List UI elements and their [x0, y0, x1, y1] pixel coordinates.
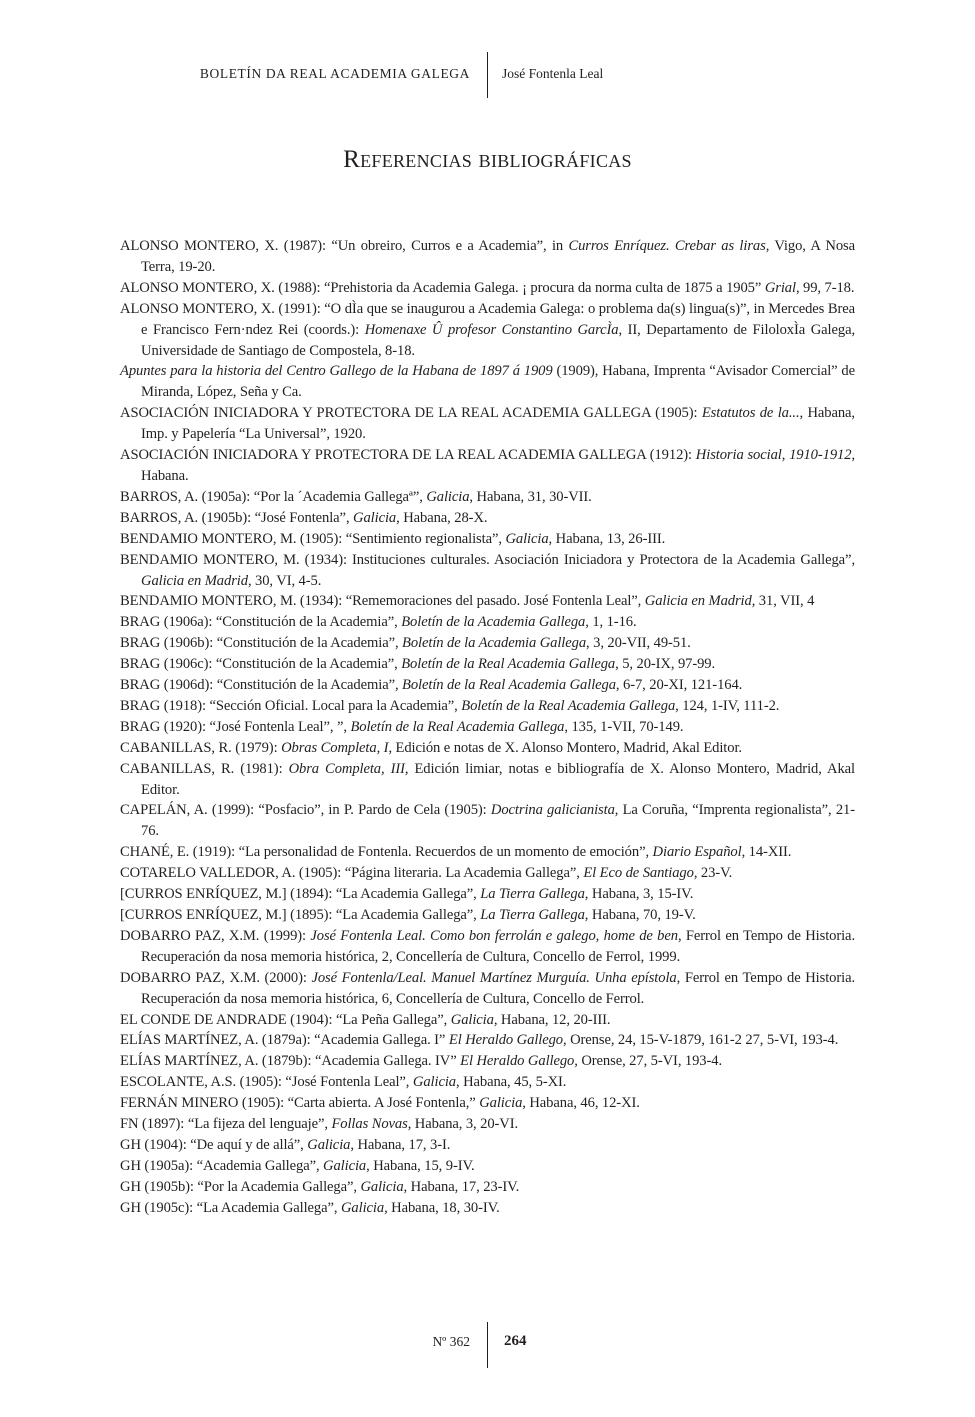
reference-text-segment: ALONSO MONTERO, X. (1991): “O dÌa que se inaugurou a Academia Galega: o problema da(s) lingua(s)”, in Mercedes Brea e Francisco Fern·ndez Rei (coords.): — [120, 300, 855, 338]
reference-text-segment: GH (1904): “De aquí y de allá”, — [120, 1136, 308, 1153]
reference-text-segment: BRAG (1906a): “Constitución de la Academia”, — [120, 614, 402, 631]
reference-text-segment: , II, Departamento de FiloloxÌa Galega, Universidade de Santiago de Compostela, 8-18. — [141, 321, 855, 359]
reference-text-segment: , 3, 20-VII, 49-51. — [586, 635, 691, 652]
reference-entry — [120, 1093, 855, 1114]
reference-text-segment: ESCOLANTE, A.S. (1905): “José Fontenla Leal”, — [120, 1074, 413, 1091]
reference-text-segment: BRAG (1906c): “Constitución de la Academia”, — [120, 656, 402, 673]
page-number: 264 — [504, 1333, 527, 1349]
header-divider — [487, 52, 488, 98]
reference-italic-segment: Doctrina galicianista — [490, 802, 615, 819]
reference-italic-segment: Galicia — [360, 1178, 404, 1195]
reference-entry — [120, 612, 855, 633]
reference-text-segment: BARROS, A. (1905a): “Por la ´Academia Gallegaª”, — [120, 488, 427, 505]
reference-italic-segment: Boletín de la Real Academia Gallega — [401, 656, 616, 673]
reference-text-segment: , Habana, Imp. y Papelería “La Universal”, 1920. — [141, 405, 855, 443]
reference-italic-segment: La Tierra Gallega — [480, 907, 585, 923]
reference-entry — [120, 278, 855, 299]
reference-text-segment: , Habana, 46, 12-XI. — [522, 1095, 640, 1112]
reference-text-segment: BENDAMIO MONTERO, M. (1905): “Sentimiento regionalista”, — [120, 530, 506, 547]
reference-text-segment: , Habana, 45, 5-XI. — [455, 1074, 567, 1091]
reference-italic-segment: El Eco de Santiago — [583, 865, 694, 882]
reference-text-segment: BRAG (1906d): “Constitución de la Academia”, — [120, 677, 403, 694]
reference-text-segment: CHANÉ, E. (1919): “La personalidad de Fontenla. Recuerdos de un momento de emoción”, — [120, 844, 653, 861]
reference-entry — [120, 884, 855, 905]
reference-italic-segment: Boletín de la Real Academia Gallega — [350, 718, 565, 735]
reference-text-segment: GH (1905c): “La Academia Gallega”, — [120, 1199, 341, 1216]
reference-italic-segment: Apuntes para la historia del Centro Gallego de la Habana de 1897 á 1909 — [120, 363, 553, 380]
reference-entry — [120, 654, 855, 675]
reference-text-segment: , 6-7, 20-XI, 121-164. — [615, 677, 743, 694]
reference-entry — [120, 1114, 855, 1135]
reference-text-segment: , Habana, 28-X. — [396, 509, 488, 526]
reference-text-segment: , Habana, 3, 20-VI. — [407, 1116, 519, 1133]
reference-italic-segment: Grial — [764, 279, 796, 296]
reference-text-segment: ASOCIACIÓN INICIADORA Y PROTECTORA DE LA REAL ACADEMIA GALLEGA (1905): — [120, 405, 702, 422]
reference-text-segment: , 99, 7-18. — [795, 279, 855, 296]
reference-italic-segment: Galicia — [412, 1074, 456, 1091]
reference-text-segment: CAPELÁN, A. (1999): “Posfacio”, in P. Pardo de Cela (1905): — [120, 802, 491, 819]
reference-text-segment: , 1, 1-16. — [585, 614, 637, 631]
reference-entry — [120, 487, 855, 508]
reference-text-segment: BENDAMIO MONTERO, M. (1934): “Rememoraciones del pasado. José Fontenla Leal”, — [120, 593, 645, 610]
reference-entry — [120, 800, 855, 842]
reference-entry — [120, 550, 855, 592]
reference-text-segment: (1909), Habana, Imprenta “Avisador Comercial” de Miranda, López, Seña y Ca. — [141, 363, 855, 401]
reference-italic-segment: Homenaxe Û profesor Constantino GarcÌa — [364, 321, 619, 338]
reference-italic-segment: La Tierra Gallega — [480, 886, 585, 903]
reference-italic-segment: Galicia — [479, 1095, 523, 1112]
reference-italic-segment: José Fontenla/Leal. Manuel Martínez Murguía. Unha epístola — [311, 969, 677, 986]
reference-entry — [120, 1051, 855, 1072]
reference-text-segment: , Habana. — [141, 447, 855, 484]
reference-italic-segment: Estatutos de la... — [701, 405, 800, 422]
reference-entry — [120, 299, 855, 362]
reference-entry — [120, 236, 855, 278]
reference-italic-segment: Galicia — [353, 509, 397, 526]
reference-italic-segment: Galicia — [307, 1136, 351, 1153]
reference-italic-segment: Boletín de la Real Academia Gallega — [461, 697, 676, 714]
reference-entry — [120, 1030, 855, 1051]
reference-text-segment: DOBARRO PAZ, X.M. (2000): — [120, 969, 312, 986]
reference-text-segment: , Vigo, A Nosa Terra, 19-20. — [141, 238, 855, 275]
reference-entry — [120, 445, 855, 487]
reference-italic-segment: Diario Español — [652, 844, 742, 861]
reference-text-segment: ELÍAS MARTÍNEZ, A. (1879a): “Academia Gallega. I” — [120, 1032, 449, 1049]
reference-entry — [120, 842, 855, 863]
reference-text-segment: FN (1897): “La fijeza del lenguaje”, — [120, 1116, 332, 1133]
reference-text-segment: ELÍAS MARTÍNEZ, A. (1879b): “Academia Gallega. IV” — [120, 1053, 461, 1070]
reference-text-segment: , Habana, 31, 30-VII. — [469, 488, 592, 505]
reference-italic-segment: Galicia — [450, 1011, 494, 1028]
page-footer — [0, 1322, 975, 1368]
reference-entry — [120, 1177, 855, 1198]
reference-text-segment: BRAG (1918): “Sección Oficial. Local para la Academia”, — [120, 697, 462, 714]
reference-italic-segment: Boletín de la Real Academia Gallega — [402, 677, 616, 694]
reference-text-segment: FERNÁN MINERO (1905): “Carta abierta. A José Fontenla,” — [120, 1095, 480, 1112]
reference-text-segment: , 135, 1-VII, 70-149. — [564, 718, 684, 735]
reference-text-segment: BARROS, A. (1905b): “José Fontenla”, — [120, 509, 354, 526]
reference-text-segment: , Orense, 24, 15-V-1879, 161-2 27, 5-VI, 193-4. — [563, 1032, 839, 1049]
reference-text-segment: GH (1905b): “Por la Academia Gallega”, — [120, 1178, 361, 1195]
reference-text-segment: , Habana, 15, 9-IV. — [366, 1157, 475, 1174]
reference-entry — [120, 633, 855, 654]
reference-text-segment: DOBARRO PAZ, X.M. (1999): — [120, 927, 311, 944]
reference-text-segment: BENDAMIO MONTERO, M. (1934): Instituciones culturales. Asociación Iniciadora y Protectora de la Academia Gallega”, — [120, 551, 855, 568]
reference-entry — [120, 403, 855, 445]
reference-entry — [120, 696, 855, 717]
reference-text-segment: EL CONDE DE ANDRADE (1904): “La Peña Gallega”, — [120, 1011, 451, 1028]
reference-text-segment: , Ferrol en Tempo de Historia. Recuperación da nosa memoria histórica, 6, Concellería de Cultura, Concello de Ferrol. — [141, 969, 855, 1007]
reference-text-segment: , 23-V. — [693, 865, 733, 882]
reference-entry — [120, 1072, 855, 1093]
reference-text-segment: , La Coruña, “Imprenta regionalista”, 21-76. — [141, 802, 855, 840]
reference-entry — [120, 926, 855, 968]
reference-entry — [120, 863, 855, 884]
reference-text-segment: , 14-XII. — [741, 844, 792, 861]
reference-text-segment: , Habana, 13, 26-III. — [548, 530, 666, 547]
reference-text-segment: , Habana, 18, 30-IV. — [384, 1199, 500, 1216]
reference-text-segment: [CURROS ENRÍQUEZ, M.] (1894): “La Academia Gallega”, — [120, 886, 481, 903]
reference-italic-segment: José Fontenla Leal. Como bon ferrolán e galego, home de ben — [310, 927, 678, 944]
reference-italic-segment: El Heraldo Gallego — [448, 1032, 563, 1049]
reference-italic-segment: Galicia — [340, 1199, 385, 1216]
running-header — [0, 52, 975, 100]
reference-text-segment: ALONSO MONTERO, X. (1987): “Un obreiro, Curros e a Academia”, in — [120, 238, 569, 254]
reference-entry — [120, 905, 855, 926]
reference-text-segment: , Habana, 17, 23-IV. — [403, 1178, 520, 1195]
reference-italic-segment: Galicia en Madrid — [141, 572, 248, 589]
section-title: Referencias bibliográficas — [343, 146, 632, 173]
reference-text-segment: BRAG (1906b): “Constitución de la Academia”, — [120, 635, 403, 652]
reference-entry — [120, 968, 855, 1010]
reference-text-segment: , Habana, 70, 19-V. — [584, 907, 696, 923]
reference-italic-segment: Obras Completa, I — [281, 739, 389, 756]
reference-text-segment: , Ferrol en Tempo de Historia. Recuperación da nosa memoria histórica, 2, Concellería de Cultura, Concello de Ferrol, 1999. — [141, 927, 855, 965]
reference-italic-segment: Obra Completa, III — [288, 760, 405, 777]
reference-italic-segment: Galicia — [505, 530, 549, 547]
reference-italic-segment: Curros Enríquez. Crebar as liras — [568, 238, 766, 254]
reference-text-segment: , Edición e notas de X. Alonso Montero, Madrid, Akal Editor. — [388, 739, 742, 756]
reference-text-segment: BRAG (1920): “José Fontenla Leal”, ”, — [120, 718, 351, 735]
reference-text-segment: , Habana, 3, 15-IV. — [584, 886, 694, 903]
reference-text-segment: , Habana, 17, 3-I. — [350, 1136, 451, 1153]
reference-text-segment: , 124, 1-IV, 111-2. — [675, 697, 780, 714]
reference-text-segment: ALONSO MONTERO, X. (1988): “Prehistoria da Academia Galega. ¡ procura da norma culta de 1875 a 1905” — [120, 279, 765, 296]
reference-italic-segment: Follas Novas — [331, 1116, 408, 1133]
reference-text-segment: , Orense, 27, 5-VI, 193-4. — [574, 1053, 723, 1070]
reference-text-segment: , Edición limiar, notas e bibliografía de X. Alonso Montero, Madrid, Akal Editor. — [141, 760, 855, 798]
reference-text-segment: , Habana, 12, 20-III. — [493, 1011, 611, 1028]
reference-text-segment: ASOCIACIÓN INICIADORA Y PROTECTORA DE LA REAL ACADEMIA GALLEGA (1912): — [120, 447, 696, 464]
reference-text-segment: CABANILLAS, R. (1981): — [120, 760, 289, 777]
reference-entry — [120, 1010, 855, 1031]
reference-text-segment: CABANILLAS, R. (1979): — [120, 739, 282, 756]
reference-italic-segment: Galicia — [426, 488, 470, 505]
reference-italic-segment: Historia social, 1910-1912 — [695, 447, 852, 464]
reference-italic-segment: El Heraldo Gallego — [460, 1053, 575, 1070]
reference-italic-segment: Galicia — [323, 1157, 367, 1174]
reference-text-segment: [CURROS ENRÍQUEZ, M.] (1895): “La Academia Gallega”, — [120, 907, 481, 923]
reference-text-segment: GH (1905a): “Academia Gallega”, — [120, 1157, 324, 1174]
reference-text-segment: , 30, VI, 4-5. — [247, 572, 322, 589]
reference-entry — [120, 717, 855, 738]
reference-entry — [120, 529, 855, 550]
reference-entry — [120, 591, 855, 612]
reference-entry — [120, 675, 855, 696]
reference-entry — [120, 738, 855, 759]
reference-entry — [120, 508, 855, 529]
reference-text-segment: COTARELO VALLEDOR, A. (1905): “Página literaria. La Academia Gallega”, — [120, 865, 584, 882]
reference-italic-segment: Boletín de la Academia Gallega — [401, 614, 586, 631]
reference-entry — [120, 1135, 855, 1156]
journal-title: BOLETÍN DA REAL ACADEMIA GALEGA — [199, 66, 470, 81]
reference-entry — [120, 1198, 855, 1219]
issue-number: Nº 362 — [432, 1334, 470, 1349]
reference-list — [120, 236, 855, 1219]
reference-italic-segment: Galicia en Madrid — [644, 593, 752, 610]
article-author: José Fontenla Leal — [502, 66, 604, 81]
reference-entry — [120, 759, 855, 801]
footer-divider — [487, 1322, 488, 1368]
reference-text-segment: , 31, VII, 4 — [751, 593, 815, 610]
reference-italic-segment: Boletín de la Academia Gallega — [402, 635, 587, 652]
reference-entry — [120, 361, 855, 403]
reference-entry — [120, 1156, 855, 1177]
reference-text-segment: , 5, 20-IX, 97-99. — [615, 656, 716, 673]
